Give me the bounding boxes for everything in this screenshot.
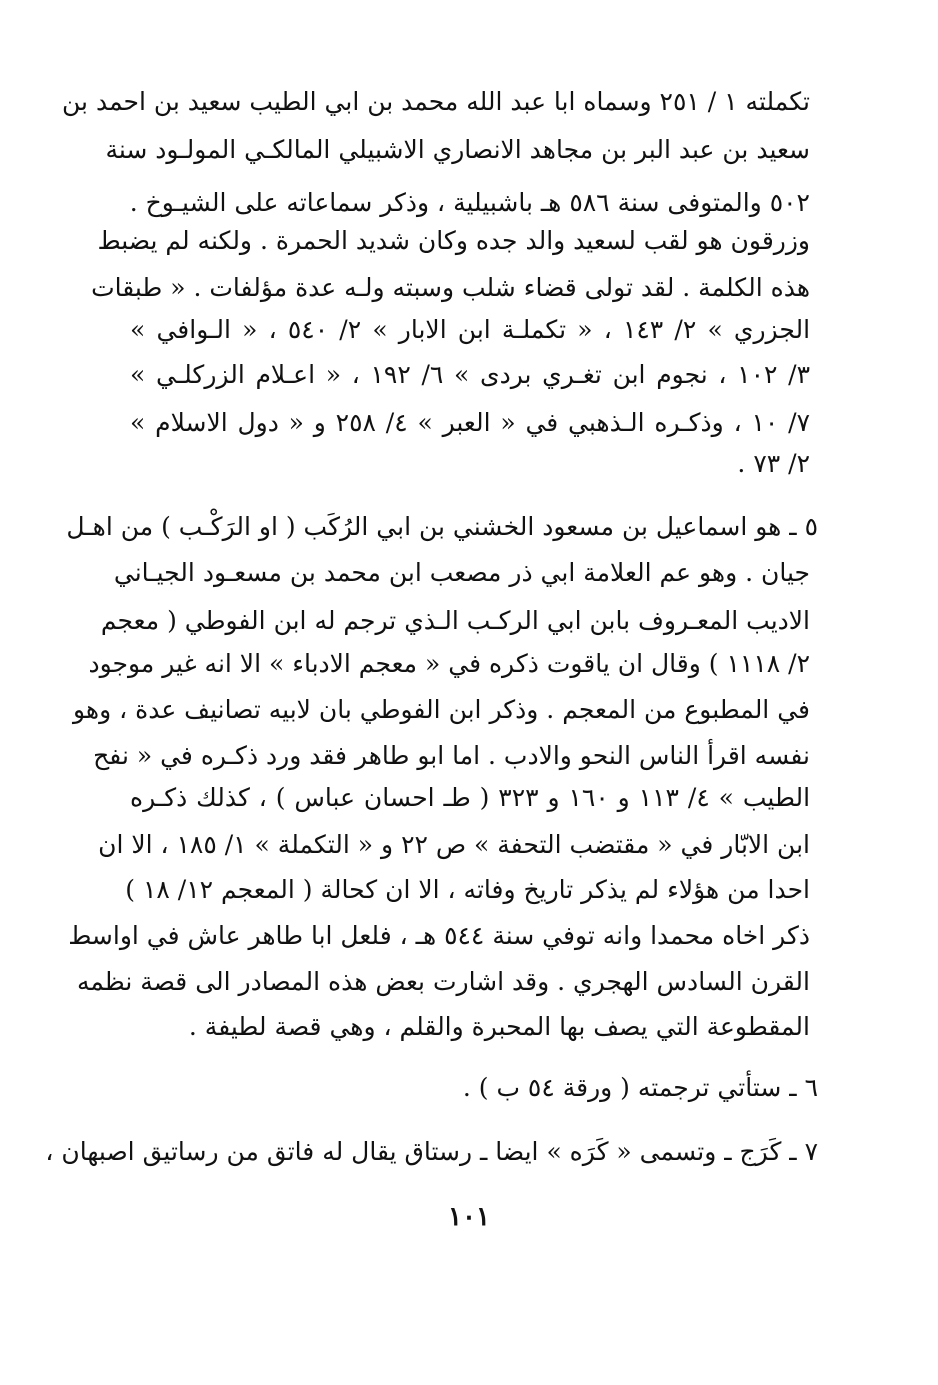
text-line: احدا من هؤلاء لم يذكر تاريخ وفاته ، الا ان كحالة ( المعجم ١٢/ ١٨ ) bbox=[125, 875, 810, 904]
text-line: ٥ ـ هو اسماعيل بن مسعود الخشني بن ابي الرُكَب ( او الرَكْـب ) من اهـل bbox=[66, 512, 818, 541]
text-line: المقطوعة التي يصف بها المحبرة والقلم ، وهي قصة لطيفة . bbox=[188, 1012, 810, 1041]
text-line: الطيب » ٤/ ١١٣ و ١٦٠ و ٣٢٣ ( طـ احسان عباس ) ، كذلك ذكـره bbox=[130, 783, 811, 812]
text-line: وزرقون هو لقب لسعيد والد جده وكان شديد الحمرة . ولكنه لم يضبط bbox=[97, 226, 810, 255]
text-line: ٣/ ١٠٢ ، نجوم ابن تغـري بردى » ٦/ ١٩٢ ، « اعـلام الزركلـي » bbox=[130, 360, 811, 389]
text-line: ٧ ـ كَرَج ـ وتسمى « كَرَه » ايضا ـ رستاق يقال له فاتق من رساتيق اصبهان ، bbox=[45, 1137, 818, 1166]
text-line: الجزري » ٢/ ١٤٣ ، « تكملـة ابن الابار » ٢/ ٥٤٠ ، « الـوافي » bbox=[130, 315, 811, 344]
text-line: ٢/ ٧٣ . bbox=[737, 449, 810, 478]
text-line: ذكر اخاه محمدا وانه توفي سنة ٥٤٤ هـ ، فلعل ابا طاهر عاش في اواسط bbox=[68, 921, 810, 950]
text-line: ٧/ ١٠ ، وذكـره الـذهبي في « العبر » ٤/ ٢٥٨ و « دول الاسلام » bbox=[130, 408, 811, 437]
page-number: ١٠١ bbox=[448, 1202, 490, 1232]
text-line: تكملته ١ / ٢٥١ وسماه ابا عبد الله محمد بن ابي الطيب سعيد بن احمد بن bbox=[62, 87, 810, 116]
text-line: القرن السادس الهجري . وقد اشارت بعض هذه المصادر الى قصة نظمه bbox=[76, 967, 810, 996]
text-line: هذه الكلمة . لقد تولى قضاء شلب وسبته ولـه عدة مؤلفات . « طبقات bbox=[91, 273, 810, 302]
text-line: الاديب المعـروف بابن ابي الركـب الـذي ترجم له ابن الفوطي ( معجم bbox=[100, 606, 810, 635]
text-line: ابن الابّار في « مقتضب التحفة » ص ٢٢ و « التكملة » ١/ ١٨٥ ، الا ان bbox=[98, 830, 810, 859]
text-line: ٦ ـ ستأتي ترجمته ( ورقة ٥٤ ب ) . bbox=[462, 1073, 818, 1102]
text-line: ٥٠٢ والمتوفى سنة ٥٨٦ هـ باشبيلية ، وذكر سماعاته على الشيـوخ . bbox=[129, 188, 810, 217]
text-line: جيان . وهو عم العلامة ابي ذر مصعب ابن محمد بن مسعـود الجيـاني bbox=[113, 558, 810, 587]
text-line: في المطبوع من المعجم . وذكر ابن الفوطي بان لابيه تصانيف عدة ، وهو bbox=[72, 695, 810, 724]
text-line: نفسه اقرأ الناس النحو والادب . اما ابو طاهر فقد ورد ذكـره في « نفح bbox=[93, 741, 810, 770]
text-line: ٢/ ١١١٨ ) وقال ان ياقوت ذكره في « معجم الادباء » الا انه غير موجود bbox=[88, 649, 810, 678]
text-line: سعيد بن عبد البر بن مجاهد الانصاري الاشبيلي المالكـي المولـود سنة bbox=[105, 135, 810, 164]
